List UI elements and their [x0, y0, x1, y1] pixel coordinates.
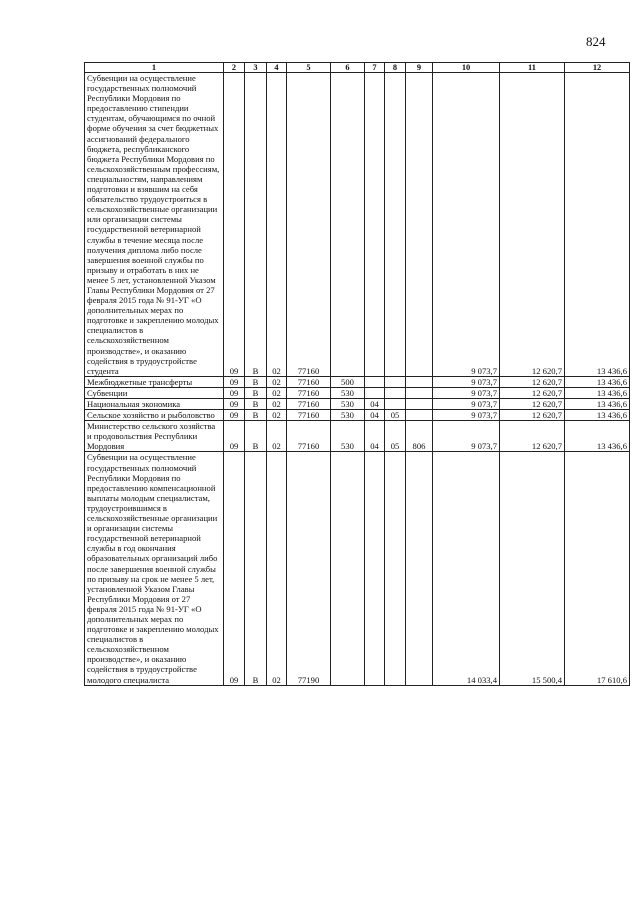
header-cell: 11 — [500, 63, 565, 73]
amount-cell: 17 610,6 — [565, 452, 630, 685]
code-cell: 09 — [224, 399, 245, 410]
code-cell: В — [245, 376, 267, 387]
code-cell: 05 — [385, 421, 406, 452]
amount-cell: 12 620,7 — [500, 387, 565, 398]
code-cell: 02 — [267, 73, 287, 377]
header-row — [85, 63, 630, 73]
header-cell: 1 — [85, 63, 224, 73]
code-cell — [331, 73, 365, 377]
header-cell: 5 — [287, 63, 331, 73]
table-row — [85, 399, 630, 410]
code-cell: В — [245, 421, 267, 452]
amount-cell: 13 436,6 — [565, 387, 630, 398]
code-cell: 02 — [267, 421, 287, 452]
amount-cell: 12 620,7 — [500, 376, 565, 387]
table-row — [85, 410, 630, 421]
row-name: Национальная экономика — [85, 399, 224, 410]
header-cell: 9 — [406, 63, 433, 73]
row-name: Межбюджетные трансферты — [85, 376, 224, 387]
amount-cell: 13 436,6 — [565, 410, 630, 421]
code-cell: 530 — [331, 421, 365, 452]
amount-cell: 13 436,6 — [565, 376, 630, 387]
code-cell: 04 — [365, 421, 385, 452]
amount-cell: 12 620,7 — [500, 410, 565, 421]
code-cell: 05 — [385, 410, 406, 421]
table-row — [85, 421, 630, 452]
amount-cell: 9 073,7 — [433, 410, 500, 421]
code-cell: 77160 — [287, 376, 331, 387]
header-cell: 12 — [565, 63, 630, 73]
code-cell: 77160 — [287, 410, 331, 421]
code-cell: 77160 — [287, 421, 331, 452]
code-cell: 02 — [267, 452, 287, 685]
header-cell: 3 — [245, 63, 267, 73]
code-cell — [385, 73, 406, 377]
table-row — [85, 376, 630, 387]
code-cell: В — [245, 410, 267, 421]
code-cell — [406, 452, 433, 685]
code-cell — [385, 452, 406, 685]
amount-cell: 12 620,7 — [500, 399, 565, 410]
code-cell: 04 — [365, 410, 385, 421]
amount-cell: 13 436,6 — [565, 421, 630, 452]
table-row — [85, 387, 630, 398]
page-number: 824 — [586, 34, 606, 49]
code-cell — [365, 452, 385, 685]
code-cell: 77190 — [287, 452, 331, 685]
amount-cell: 12 620,7 — [500, 421, 565, 452]
header-cell: 2 — [224, 63, 245, 73]
code-cell — [365, 376, 385, 387]
row-name: Субвенции на осуществление государственных полномочий Республики Мордовия по предоставлению стипендии студентам, обучающимся по очной форме обучения за счет бюджетных ассигнований федерального бюджета, республиканского бюджета Республики Мордовия по сельскохозяйственным профессиям, специальностям, направлениям подготовки и взявшим на себя обязательство трудоустроиться в сельскохозяйственные организации или организации системы государственной ветеринарной службы в течение месяца после получения диплома либо после завершения военной службы по призыву и отработать в них не менее 5 лет, установленной Указом Главы Республики Мордовия от 27 февраля 2015 года № 91-УГ «О дополнительных мерах по подготовке и закреплению молодых специалистов в сельскохозяйственном производстве», и оказанию содействия в трудоустройстве студента — [85, 73, 224, 377]
amount-cell: 14 033,4 — [433, 452, 500, 685]
code-cell: 02 — [267, 387, 287, 398]
code-cell: 77160 — [287, 73, 331, 377]
code-cell: 09 — [224, 452, 245, 685]
code-cell: 77160 — [287, 399, 331, 410]
code-cell — [365, 387, 385, 398]
code-cell — [406, 399, 433, 410]
code-cell — [365, 73, 385, 377]
code-cell: 02 — [267, 399, 287, 410]
row-name: Сельское хозяйство и рыболовство — [85, 410, 224, 421]
amount-cell: 9 073,7 — [433, 73, 500, 377]
code-cell — [406, 410, 433, 421]
amount-cell: 15 500,4 — [500, 452, 565, 685]
code-cell — [385, 399, 406, 410]
code-cell: 530 — [331, 387, 365, 398]
code-cell — [385, 376, 406, 387]
code-cell — [406, 73, 433, 377]
header-cell: 4 — [267, 63, 287, 73]
amount-cell: 9 073,7 — [433, 376, 500, 387]
code-cell: 530 — [331, 399, 365, 410]
code-cell: 77160 — [287, 387, 331, 398]
code-cell: В — [245, 387, 267, 398]
code-cell: В — [245, 73, 267, 377]
code-cell: 806 — [406, 421, 433, 452]
header-cell: 7 — [365, 63, 385, 73]
code-cell: В — [245, 399, 267, 410]
row-name: Министерство сельского хозяйства и продовольствия Республики Мордовия — [85, 421, 224, 452]
code-cell — [331, 452, 365, 685]
code-cell — [385, 387, 406, 398]
budget-table — [84, 62, 630, 686]
code-cell: 09 — [224, 73, 245, 377]
code-cell: 09 — [224, 387, 245, 398]
header-cell: 10 — [433, 63, 500, 73]
code-cell: 02 — [267, 410, 287, 421]
code-cell: 02 — [267, 376, 287, 387]
table-row — [85, 452, 630, 685]
table-row — [85, 73, 630, 377]
header-cell: 6 — [331, 63, 365, 73]
row-name: Субвенции — [85, 387, 224, 398]
amount-cell: 9 073,7 — [433, 421, 500, 452]
amount-cell: 9 073,7 — [433, 399, 500, 410]
code-cell: 530 — [331, 410, 365, 421]
code-cell — [406, 387, 433, 398]
code-cell: 09 — [224, 410, 245, 421]
amount-cell: 13 436,6 — [565, 73, 630, 377]
code-cell — [406, 376, 433, 387]
code-cell: 09 — [224, 376, 245, 387]
header-cell: 8 — [385, 63, 406, 73]
code-cell: 500 — [331, 376, 365, 387]
amount-cell: 12 620,7 — [500, 73, 565, 377]
code-cell: 09 — [224, 421, 245, 452]
code-cell: 04 — [365, 399, 385, 410]
amount-cell: 9 073,7 — [433, 387, 500, 398]
amount-cell: 13 436,6 — [565, 399, 630, 410]
code-cell: В — [245, 452, 267, 685]
row-name: Субвенции на осуществление государственных полномочий Республики Мордовия по предоставлению компенсационной выплаты молодым специалистам, трудоустроившимся в сельскохозяйственные организации и организации системы государственной ветеринарной службы в год окончания образовательных организаций либо после завершения военной службы по призыву на срок не менее 5 лет, установленной Указом Главы Республики Мордовия от 27 февраля 2015 года № 91-УГ «О дополнительных мерах по подготовке и закреплению молодых специалистов в сельскохозяйственном производстве», и оказанию содействия в трудоустройстве молодого специалиста — [85, 452, 224, 685]
